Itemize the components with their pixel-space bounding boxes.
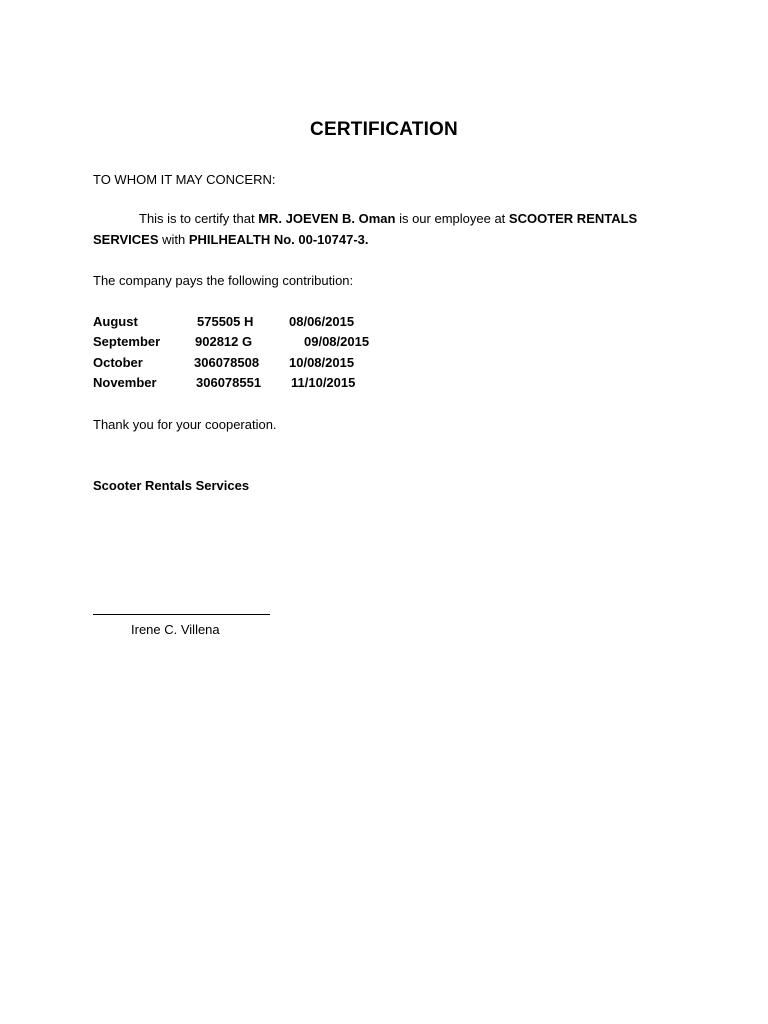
body-text: This is to certify that — [139, 211, 259, 226]
body-text: is our employee at — [395, 211, 509, 226]
employer-name-part-1: SCOOTER RENTALS — [508, 211, 638, 226]
body-paragraph-line-1 — [139, 209, 637, 229]
salutation: TO WHOM IT MAY CONCERN: — [93, 172, 276, 187]
contribution-reference: 306078551 — [196, 375, 262, 390]
contribution-reference: 575505 H — [197, 314, 254, 329]
signature-line — [93, 614, 270, 615]
contribution-month: August — [93, 314, 138, 329]
body-text: with — [158, 232, 189, 247]
contribution-date: 09/08/2015 — [304, 334, 370, 349]
contribution-date: 08/06/2015 — [289, 314, 355, 329]
employee-name: MR. JOEVEN B. Oman — [258, 211, 396, 226]
contribution-month: October — [93, 355, 143, 370]
signatory-name: Irene C. Villena — [131, 622, 220, 637]
contribution-reference: 902812 G — [195, 334, 253, 349]
contribution-month: September — [93, 334, 161, 349]
employer-name-part-2: SERVICES — [93, 232, 159, 247]
closing-thanks: Thank you for your cooperation. — [93, 417, 277, 432]
philhealth-number: PHILHEALTH No. 00-10747-3. — [188, 232, 369, 247]
contribution-intro: The company pays the following contribution: — [93, 273, 354, 288]
contribution-date: 11/10/2015 — [291, 375, 356, 390]
contribution-date: 10/08/2015 — [289, 355, 355, 370]
contribution-reference: 306078508 — [194, 355, 260, 370]
contribution-month: November — [93, 375, 157, 390]
document-title: CERTIFICATION — [310, 119, 458, 140]
company-name: Scooter Rentals Services — [93, 478, 250, 493]
body-paragraph-line-2 — [93, 230, 369, 250]
